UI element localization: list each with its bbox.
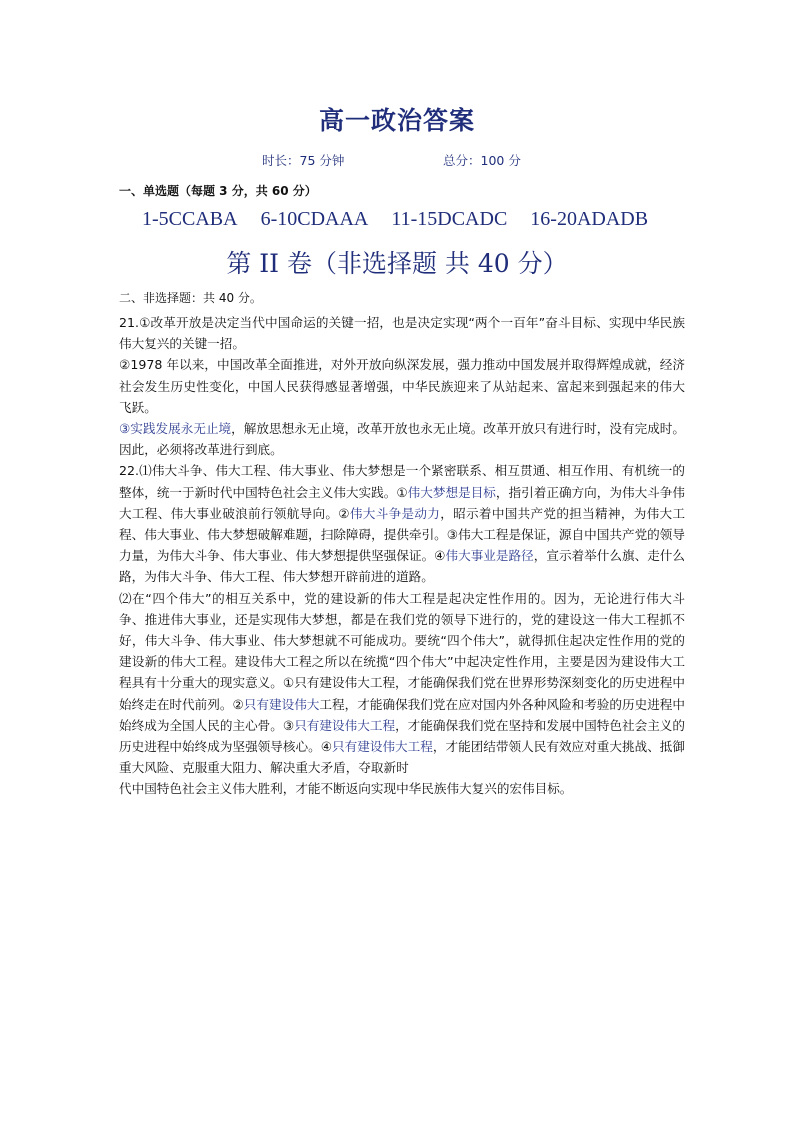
section1-heading: 一、单选题（每题 3 分，共 60 分）: [119, 184, 317, 198]
highlight-text: 伟大事业是路径: [445, 548, 534, 564]
highlight-text: ③实践发展永无止境: [119, 421, 232, 437]
section2-heading: 二、非选择题：共 40 分。: [119, 291, 262, 305]
paragraph-text: 工程，才能确保我们党在应对国内外各种风险和考验的历史进程中始终成为全国人民的主心骨。③: [119, 696, 686, 733]
answer-group: 16-20ADADB: [530, 208, 649, 230]
q22-part-1: [119, 460, 685, 587]
paragraph-text: 22.⑴伟大斗争、伟大工程、伟大事业、伟大梦想是一个紧密联系、相互贯通、相互作用、有机统一的整体，统一于新时代中国特色社会主义伟大实践。①: [119, 463, 685, 500]
part2-title: 第 II 卷（非选择题 共 40 分）: [226, 249, 568, 278]
q21-paragraph-3: [119, 418, 685, 460]
page-title: 高一政治答案: [318, 106, 475, 135]
highlight-text: 伟大斗争是动力: [349, 505, 441, 521]
answer-group: 1-5CCABA: [142, 208, 238, 230]
paragraph-text: ，才能确保我们党在坚持和发展中国特色社会主义的历史进程中始终成为坚强领导核心。④: [119, 717, 686, 755]
answer-body: [119, 312, 685, 800]
duration-label: 时长：75 分钟: [262, 153, 345, 168]
q21-paragraph-2: ②1978 年以来，中国改革全面推进，对外开放向纵深发展，强力推动中国发展并取得辉煌成就，经济社会发生历史性变化，中国人民获得感显著增强，中华民族迎来了从站起来、富起来到强起来的伟大飞跃。: [119, 357, 685, 415]
highlight-text: 只有建设伟大: [243, 696, 320, 712]
answer-group: 11-15DCADC: [391, 208, 508, 230]
q21-paragraph-1: 21.①改革开放是决定当代中国命运的关键一招，也是决定实现“两个一百年”奋斗目标、实现中华民族伟大复兴的关键一招。: [119, 315, 685, 352]
q22-part-2: [119, 588, 685, 779]
paragraph-text: ，指引着正确方向，为伟大斗争伟大工程、伟大事业破浪前行领航导向。②: [119, 484, 685, 521]
q22-part-2-tail: 代中国特色社会主义伟大胜利，才能不断返向实现中华民族伟大复兴的宏伟目标。: [119, 781, 573, 797]
paragraph-text: ，昭示着中国共产党的担当精神，为伟大工程、伟大事业、伟大梦想破解难题，扫除障碍，提供牵引。③伟大工程是保证，源自中国共产党的领导力量，为伟大斗争、伟大事业、伟大梦想提供坚强保证。④: [119, 505, 686, 564]
paragraph-text: ，解放思想永无止境，改革开放也永无止境。改革开放只有进行时，没有完成时。因此，必须将改革进行到底。: [119, 421, 686, 458]
paragraph-text: ⑵在“四个伟大”的相互关系中，党的建设新的伟大工程是起决定性作用的。因为，无论进行伟大斗争、推进伟大事业，还是实现伟大梦想，都是在我们党的领导下进行的，党的建设这一伟大工程抓不好，伟大斗争、伟大事业、伟大梦想就不可能成功。要统“四个伟大”，就得抓住起决定性作用的党的建设新的伟大工程。建设伟大工程之所以在统揽“四个伟大”中起决定性作用，主要是因为建设伟大工程具有十分重大的现实意义。①只有建设伟大工程，才能确保我们党在世界形势深刻变化的历史进程中始终走在时代前列。②: [119, 590, 685, 712]
highlight-text: 只有建设伟大工程: [332, 739, 433, 755]
choice-answers: [142, 208, 702, 231]
total-score-label: 总分：100 分: [443, 153, 521, 168]
highlight-text: 只有建设伟大工程: [294, 717, 396, 733]
answer-group: 6-10CDAAA: [260, 208, 369, 230]
highlight-text: 伟大梦想是目标: [407, 484, 496, 500]
paragraph-text: ，宣示着举什么旗、走什么路，为伟大斗争、伟大工程、伟大梦想开辟前进的道路。: [119, 548, 686, 585]
paragraph-text: ，才能团结带领人民有效应对重大挑战、抵御重大风险、克服重大阻力、解决重大矛盾，夺取新时: [119, 739, 685, 776]
